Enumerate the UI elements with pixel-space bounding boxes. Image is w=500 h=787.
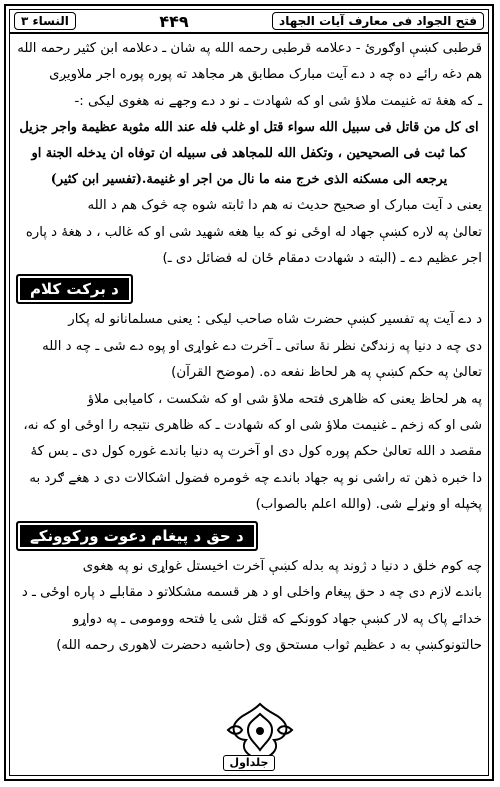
book-title: فتح الجواد فی معارف آیات الجهاد bbox=[272, 12, 484, 30]
volume-label: جلداول bbox=[223, 755, 276, 771]
text-line: حالتونوکښې به د عظیم ثواب مستحق وی (حاشیه دحضرت لاهوری رحمه الله) bbox=[56, 637, 482, 653]
page-footer bbox=[10, 755, 488, 771]
section-heading-wrapper bbox=[16, 274, 482, 304]
text-line: یعنی د آیت مبارک او صحیح حدیث نه هم دا ثابته شوه چه څوک هم د الله bbox=[87, 198, 482, 214]
section-heading-wrapper bbox=[16, 521, 482, 551]
text-line: دا خبره ذهن ته راشی نو په جهاد باندے چه څومره فضول اشکالات دی د هغے ګرد به bbox=[29, 470, 482, 486]
page-frame bbox=[4, 4, 494, 781]
page-inner-frame bbox=[9, 9, 489, 776]
arabic-quote-line: کما ثبت فی الصحیحین ، وتکفل الله للمجاهد فی سبیله ان توفاه ان یدخله الجنة او bbox=[31, 146, 467, 162]
section-heading-barakat: د برکت کلام bbox=[16, 274, 133, 304]
text-line: باندے لازم دی چه د حق پیغام واخلی او د هر قسمه مشکلاتو د مقابلے د پاره اوځی ـ د bbox=[21, 585, 482, 601]
text-line: په هر لحاظ یعنی که ظاهری فتحه ملاؤ شی او که شکست ، کامیابی ملاؤ bbox=[87, 391, 482, 407]
text-line: د دے آیت په تفسیر کښې حضرت شاه صاحب لیکی : یعنی مسلمانانو له پکار bbox=[68, 312, 482, 328]
arabic-quote-line: ای کل من قاتل فی سبیل الله سواء قتل او غلب فله عند الله مثوبة عظیمة واجر جزیل bbox=[19, 120, 479, 136]
page-header bbox=[10, 10, 488, 34]
text-line: پخپله او ونړلے شی. (والله اعلم بالصواب) bbox=[255, 497, 482, 513]
page-number: ۴۴۹ bbox=[159, 11, 189, 31]
text-line: چه کوم خلق د دنیا د ژوند په بدله کښې آخرت اخیستل غواړی نو په هغوی bbox=[82, 558, 482, 574]
text-line: ـ که هغهٔ ته غنیمت ملاؤ شی او که شهادت ـ نو د دے وجهے نه هغوی لیکی :- bbox=[74, 93, 482, 109]
text-line: اجر عظیم دے ـ (البته د شهادت دمقام ځان له فضائل دی ـ) bbox=[162, 251, 482, 267]
section-heading-dawat: د حق د پیغام دعوت ورکوونکے bbox=[16, 521, 258, 551]
surah-label: النساء ۳ bbox=[14, 12, 76, 30]
text-line: قرطبی کښې اوګورئ - دعلامه قرطبی رحمه الله په شان ـ دعلامه ابن کثیر رحمه الله bbox=[17, 41, 482, 56]
text-line: هم دغه رائے ده چه د دے آیت مبارک مطابق هر مجاهد ته پوره پوره اجر ملاویږی bbox=[49, 67, 482, 83]
text-line: دی چه د دنیا په زندګئ نظر نهٔ ساتی ـ آخرت دے غواړی او پوه دے شی ـ چه د الله bbox=[42, 338, 482, 354]
main-text bbox=[16, 36, 482, 705]
text-line: تعالیٰ په حکم کښې په هر لحاظ نفعه ده. (موضح القرآن) bbox=[171, 365, 482, 381]
text-line: خدائے پاک په لار کښې جهاد کوونکے که قتل شی یا فتحه وومومی ـ په دواړو bbox=[72, 611, 482, 627]
ornament-icon bbox=[220, 700, 300, 762]
text-line: مقصد د الله تعالیٰ حکم پوره کول دی او آخرت په دنیا باندے غوره کول دی ـ بس کهٔ bbox=[30, 444, 482, 460]
text-line: تعالیٰ په لاره کښې جهاد له اوځی نو که بیا هغه شهید شی او که غالب ، د هغهٔ د پاره bbox=[25, 224, 482, 240]
arabic-quote-line: یرجعه الی مسکنه الذی خرج منه ما نال من اجر او غنیمة.(تفسیر ابن کثیر) bbox=[50, 172, 448, 188]
text-line: شی او که زخم ـ غنیمت ملاؤ شی او که شهادت ـ که ظاهری نتیجه را اوځی او که نه، bbox=[23, 418, 482, 434]
